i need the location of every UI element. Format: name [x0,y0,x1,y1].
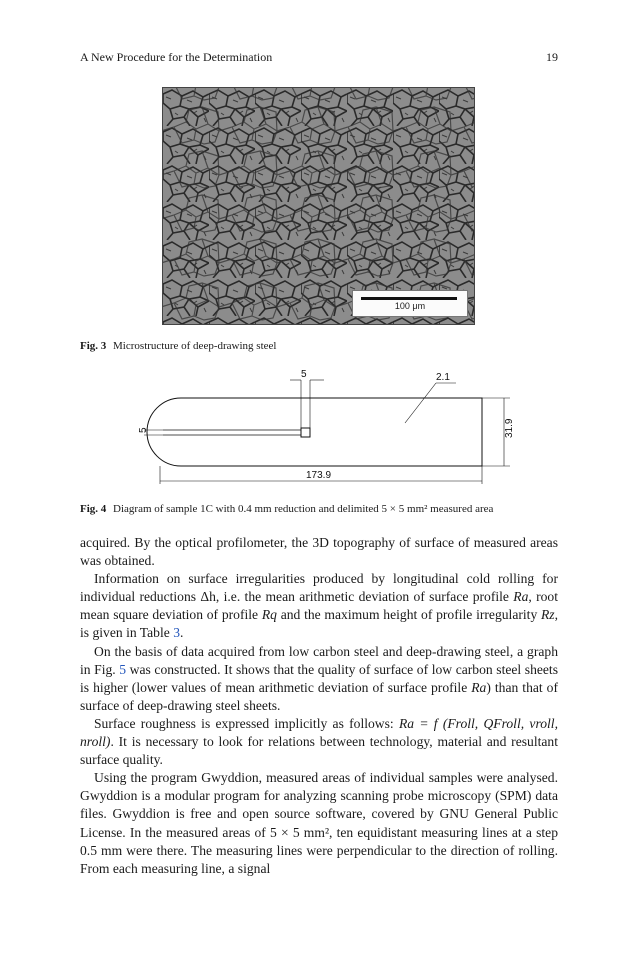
radius-leader [405,383,436,423]
paragraph-3 [80,643,558,715]
scale-bar-label: 100 μm [394,301,426,311]
paragraph-4 [80,715,558,769]
p3-ra: Ra [471,679,487,695]
p2-text-d: , is given in Table [80,607,558,641]
p4-text-a: Surface roughness is expressed implicitly as follows: [94,715,399,731]
microstructure-image [162,87,475,325]
dim-left: 5 [138,427,149,433]
p4-text-b: . It is necessary to look for relations between technology, material and resultant surface quality. [80,734,558,768]
paragraph-1: acquired. By the optical profilometer, the 3D topography of surface of measured areas was obtained. [80,535,558,569]
sample-diagram [120,368,520,486]
sample-diagram-drawing [120,368,520,486]
figure-4-caption [80,503,493,515]
figure-4-label: Fig. 4 [80,503,107,515]
roughness-formula: Ra = f (Froll, QFroll, vroll, nroll) [80,715,558,750]
p2-text-c: and the maximum height of profile irregularity [276,607,541,623]
figure-4-caption-text: Diagram of sample 1C with 0.4 mm reduction and delimited 5 × 5 mm² measured area [113,503,494,515]
p2-rz: Rz [541,607,555,623]
dim-height: 31.9 [504,418,515,438]
body-text [80,534,558,878]
p2-rq: Rq [261,607,277,623]
table-3-link[interactable]: 3 [173,625,180,641]
scale-bar-box [352,290,468,317]
running-header [80,50,558,66]
figure-3-caption [80,340,276,352]
figure-3-label: Fig. 3 [80,340,107,352]
figure-3-caption-text: Microstructure of deep-drawing steel [113,340,277,352]
scale-bar [361,297,457,300]
p3-text-a: On the basis of data acquired from low carbon steel and deep-drawing steel, a graph in Fig. [80,643,558,677]
measured-area-square [301,428,310,437]
figure-5-link[interactable]: 5 [119,661,127,677]
running-title: A New Procedure for the Determination [80,50,273,64]
paragraph-5: Using the program Gwyddion, measured areas of individual samples were analysed. Gwyddion is a modular program for analyzing scanning probe microscopy (SPM) data files. Gwyddion is free and open source software, covered by GNU General Public License. In the measured areas of 5 × 5 mm², ten equidistant measuring lines at a step 0.5 mm were there. The measuring lines were perpendicular to the direction of rolling. From each measuring line, a signal [80,770,558,876]
sample-outline [147,398,482,466]
dim-radius: 2.1 [436,372,450,383]
p3-text-b: was constructed. It shows that the quality of surface of low carbon steel sheets is higher (lower values of mean arithmetic deviation of surface profile [80,661,558,695]
dim-square: 5 [301,369,307,380]
page-number: 19 [546,50,558,64]
p3-text-c: ) than that of surface of deep-drawing steel sheets. [80,679,558,713]
p2-text-b: , root mean square deviation of profile [80,589,558,623]
p2-ra: Ra [513,589,529,605]
paragraph-2 [80,570,558,642]
p2-text-e: . [179,625,184,641]
dim-length: 173.9 [306,470,332,481]
grain-structure-texture [163,88,474,324]
p2-text-a: Information on surface irregularities produced by longitudinal cold rolling for individual reductions Δh, i.e. the mean arithmetic deviation of surface profile [80,571,558,605]
